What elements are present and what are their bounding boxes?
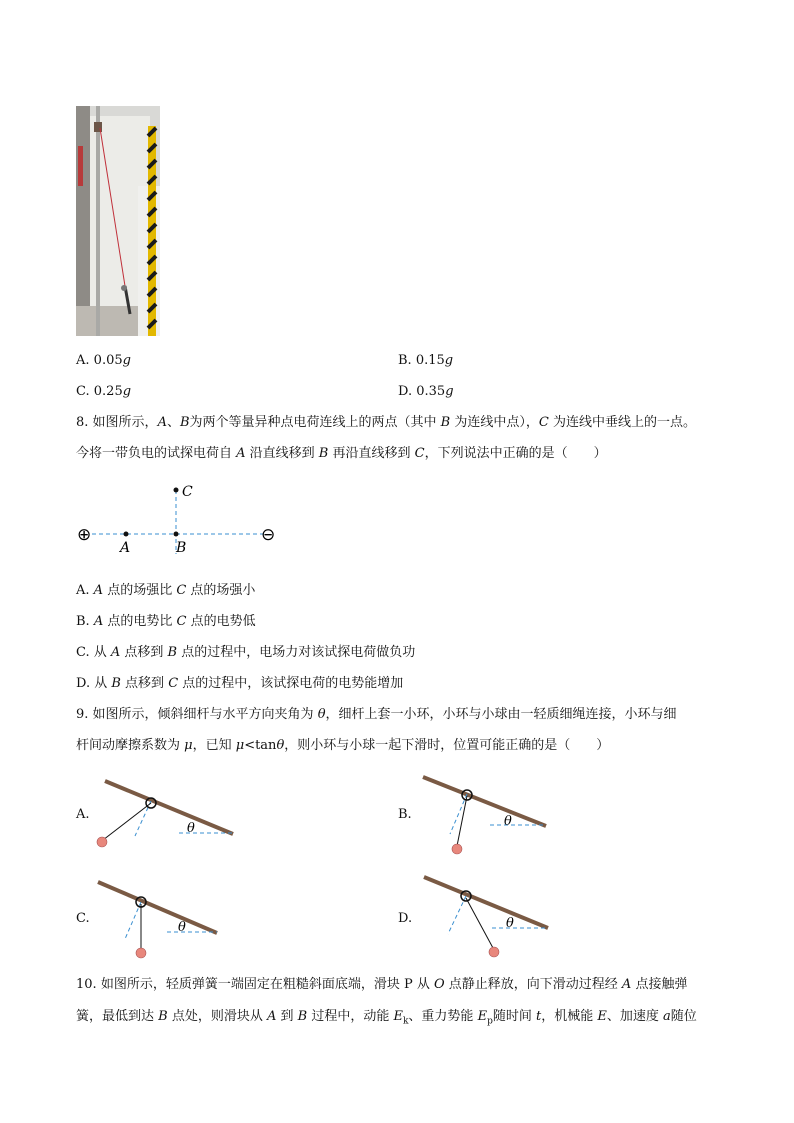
q8-option-a[interactable]: A. A 点的场强比 C 点的场强小 <box>76 583 256 598</box>
string <box>457 796 467 846</box>
theta-label: θ <box>178 920 186 935</box>
inclined-rod <box>424 877 548 928</box>
q10-stem-line1: 10. 如图所示，轻质弹簧一端固定在粗糙斜面底端，滑块 P 从 O 点静止释放，向下滑动过程经 A 点接触弹 <box>76 977 688 992</box>
q10-stem-line2: 簧，最低到达 B 点处，则滑块从 A 到 B 过程中，动能 $E_k$、重力势能 $E_p$随时间 t，机械能 E、加速度 a随位 <box>76 1009 697 1027</box>
point-a <box>124 532 129 537</box>
q9-option-b-label[interactable]: B. <box>398 807 412 822</box>
q9-option-c-figure[interactable] <box>95 877 225 962</box>
q7-option-d[interactable]: D. 0.35g <box>398 384 454 399</box>
inclined-rod <box>423 777 546 826</box>
q8-diagram-svg <box>70 478 290 558</box>
q9-d-svg <box>420 872 555 962</box>
label-c: C <box>182 484 193 500</box>
q9-option-d-label[interactable]: D. <box>398 911 413 926</box>
label-a: A <box>120 540 131 556</box>
q7-option-a[interactable]: A. 0.05g <box>76 353 131 368</box>
q9-stem-line1: 9. 如图所示，倾斜细杆与水平方向夹角为 θ，细杆上套一小环，小环与小球由一轻质细绳连接，小环与细 <box>76 707 677 722</box>
q9-option-a-figure[interactable] <box>95 776 240 851</box>
inclined-rod <box>98 882 217 933</box>
q7-option-b[interactable]: B. 0.15g <box>398 353 454 368</box>
perpendicular-reference <box>135 801 151 836</box>
string <box>103 803 151 840</box>
q7-option-c[interactable]: C. 0.25g <box>76 384 132 399</box>
ball <box>97 837 107 847</box>
q9-c-svg <box>95 877 225 962</box>
theta-label: θ <box>506 916 514 931</box>
q9-a-svg <box>95 776 240 851</box>
q8-charge-diagram <box>70 478 290 558</box>
perpendicular-reference <box>448 896 466 934</box>
inclined-rod <box>105 781 233 834</box>
ball <box>452 844 462 854</box>
point-c <box>174 488 179 493</box>
ball <box>136 948 146 958</box>
q9-option-c-label[interactable]: C. <box>76 911 90 926</box>
theta-label: θ <box>504 814 512 829</box>
q9-option-a-label[interactable]: A. <box>76 807 90 822</box>
q8-option-b[interactable]: B. A 点的电势比 C 点的电势低 <box>76 614 256 629</box>
q9-b-svg <box>418 772 553 857</box>
ball <box>489 947 499 957</box>
point-b <box>174 532 179 537</box>
photo-svg <box>76 106 160 336</box>
negative-charge-icon: ⊖ <box>261 525 276 545</box>
positive-charge-icon: ⊕ <box>77 525 92 545</box>
label-b: B <box>176 540 187 556</box>
q8-option-c[interactable]: C. 从 A 点移到 B 点的过程中，电场力对该试探电荷做负功 <box>76 645 416 660</box>
q9-stem-line2: 杆间动摩擦系数为 μ，已知 μ<tanθ，则小环与小球一起下滑时，位置可能正确的是（ ） <box>76 738 610 753</box>
perpendicular-reference <box>125 902 141 939</box>
q9-option-d-figure[interactable] <box>420 872 555 962</box>
q8-stem-line2: 今将一带负电的试探电荷自 A 沿直线移到 B 再沿直线移到 C，下列说法中正确的是（ ） <box>76 446 607 461</box>
theta-label: θ <box>187 821 195 836</box>
q8-stem-line1: 8. 如图所示，A、B为两个等量异种点电荷连线上的两点（其中 B 为连线中点），C 为连线中垂线上的一点。 <box>76 415 696 430</box>
subway-pole-photo <box>76 106 160 336</box>
q9-option-b-figure[interactable] <box>418 772 553 857</box>
q8-option-d[interactable]: D. 从 B 点移到 C 点的过程中，该试探电荷的电势能增加 <box>76 676 404 691</box>
